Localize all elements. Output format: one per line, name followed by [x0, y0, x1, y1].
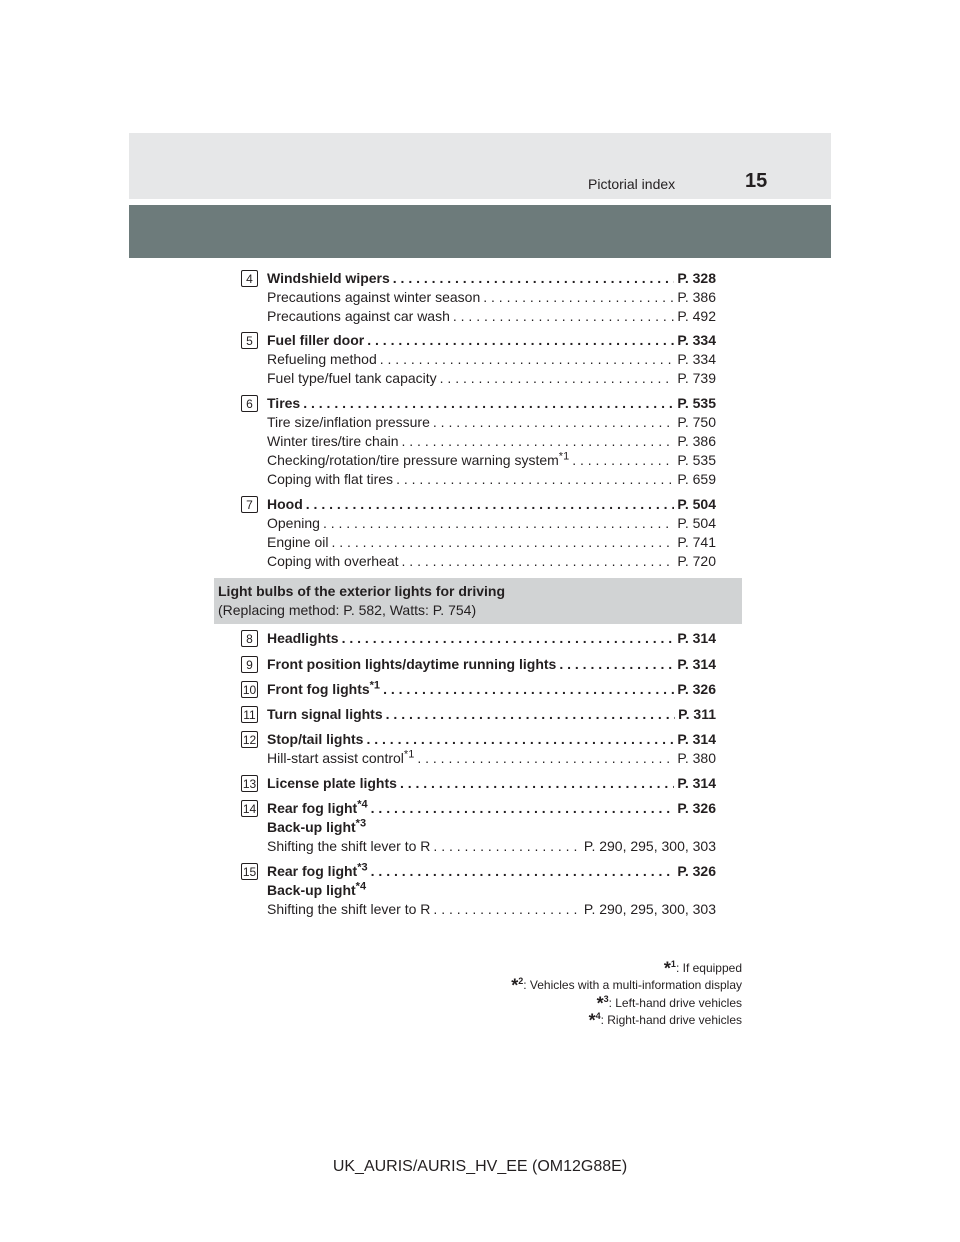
- subentry-label: Winter tires/tire chain: [267, 433, 399, 449]
- subentry-page: P. 750: [677, 414, 716, 430]
- entry-title: Rear fog light$^{*4}$: [267, 798, 368, 816]
- subentry-page: P. 290, 295, 300, 303: [583, 901, 716, 917]
- entry-page: P. 326: [677, 681, 716, 697]
- footnote: *$^3$: Left-hand drive vehicles: [596, 992, 742, 1013]
- subentry-label: Shifting the shift lever to R: [267, 838, 431, 854]
- footnote-marker: *3: [355, 817, 367, 830]
- index-entry-front-position-lights[interactable]: [267, 656, 716, 675]
- subentry-label: Shifting the shift lever to R: [267, 901, 431, 917]
- subentry-label: Checking/rotation/tire pressure warning system$^{*1}$: [267, 450, 570, 468]
- entry-title: Hood: [267, 496, 303, 512]
- index-entry-rear-fog-light[interactable]: [267, 863, 716, 882]
- subentry-label: Precautions against winter season: [267, 289, 481, 305]
- subentry-page: P. 492: [677, 308, 716, 324]
- subentry-label: Hill-start assist control$^{*1}$: [267, 748, 415, 766]
- subentry-page: P. 720: [677, 553, 716, 569]
- entry-page: P. 314: [677, 656, 716, 672]
- subentry-page: P. 535: [677, 452, 716, 468]
- item-number-badge: 15: [242, 865, 257, 879]
- subentry-label: Tire size/inflation pressure: [267, 414, 430, 430]
- footnote-marker: *1: [558, 450, 570, 463]
- entry-page: P. 314: [677, 630, 716, 646]
- entry-title: Stop/tail lights: [267, 731, 364, 747]
- subentry-label: Opening: [267, 515, 320, 531]
- subentry-page: P. 290, 295, 300, 303: [583, 838, 716, 854]
- info-box-title: Light bulbs of the exterior lights for driving: [218, 583, 505, 599]
- entry-page: P. 328: [677, 270, 716, 286]
- footnote-marker: *4: [355, 880, 367, 893]
- subentry-label: Coping with overheat: [267, 553, 399, 569]
- item-number-badge: 14: [242, 802, 257, 816]
- entry-title: Back-up light: [267, 819, 356, 835]
- entry-page: P. 535: [677, 395, 716, 411]
- entry-page: P. 326: [677, 863, 716, 879]
- footnote: *$^4$: Right-hand drive vehicles: [588, 1010, 742, 1031]
- subentry-page: P. 386: [677, 289, 716, 305]
- footnote-marker: *1: [403, 748, 415, 761]
- subentry-page: P. 659: [677, 471, 716, 487]
- entry-page: P. 311: [678, 706, 716, 722]
- index-entry-headlights[interactable]: [267, 630, 716, 649]
- footnote-marker: *1: [369, 679, 381, 692]
- entry-title: Rear fog light$^{*3}$: [267, 861, 368, 879]
- entry-title: Front position lights/daytime running lights: [267, 656, 557, 672]
- subentry-page: P. 386: [677, 433, 716, 449]
- entry-page: P. 334: [677, 332, 716, 348]
- footnotes: [511, 960, 742, 1029]
- index-subentry[interactable]: [267, 515, 716, 534]
- info-box-subtitle: (Replacing method: P. 582, Watts: P. 754): [218, 602, 477, 618]
- document-id-footer: UK_AURIS/AURIS_HV_EE (OM12G88E): [332, 1158, 628, 1175]
- subentry-page: P. 380: [677, 750, 716, 766]
- index-entry-tires[interactable]: [267, 395, 716, 414]
- item-number-badge: 5: [241, 332, 258, 349]
- index-subentry[interactable]: [267, 553, 716, 572]
- footnote: *$^1$: If equipped: [663, 958, 742, 979]
- item-number-badge: 7: [241, 496, 258, 513]
- entry-title: Headlights: [267, 630, 339, 646]
- index-entry-front-fog-lights[interactable]: [267, 681, 716, 700]
- footnote-marker: *4: [357, 798, 368, 811]
- item-number-badge: 11: [241, 706, 258, 723]
- footnote: *$^2$: Vehicles with a multi-information display: [511, 975, 742, 996]
- index-subentry[interactable]: [267, 370, 716, 389]
- index-subentry[interactable]: [267, 534, 716, 553]
- index-entry-stop-tail-lights[interactable]: [267, 731, 716, 750]
- index-entry-rear-fog-light[interactable]: [267, 800, 716, 819]
- subentry-label: Refueling method: [267, 351, 377, 367]
- entry-page: P. 314: [677, 731, 716, 747]
- index-entry-turn-signal-lights[interactable]: [267, 706, 716, 725]
- index-subentry[interactable]: [267, 471, 716, 490]
- index-subentry[interactable]: [267, 289, 716, 308]
- item-number-badge: 8: [241, 630, 258, 647]
- subentry-page: P. 504: [677, 515, 716, 531]
- footnote-marker: *3: [357, 861, 368, 874]
- item-number-badge: 13: [242, 777, 257, 791]
- entry-title: Back-up light: [267, 882, 356, 898]
- entry-title: License plate lights: [267, 775, 397, 791]
- entry-title: Fuel filler door: [267, 332, 365, 348]
- entry-page: P. 326: [677, 800, 716, 816]
- subentry-page: P. 741: [677, 534, 716, 550]
- subentry-label: Coping with flat tires: [267, 471, 394, 487]
- subentry-page: P. 739: [677, 370, 716, 386]
- subentry-label: Fuel type/fuel tank capacity: [267, 370, 437, 386]
- item-number-badge: 12: [242, 733, 257, 747]
- header-band-light: [129, 133, 831, 199]
- header-band-dark: [129, 205, 831, 258]
- entry-title: Turn signal lights: [267, 706, 383, 722]
- subentry-page: P. 334: [677, 351, 716, 367]
- section-title: Pictorial index: [588, 176, 676, 192]
- item-number-badge: 6: [241, 395, 258, 412]
- index-entry-hood[interactable]: [267, 496, 716, 515]
- index-subentry[interactable]: [267, 433, 716, 452]
- index-entry-fuel-filler-door[interactable]: [267, 332, 716, 351]
- index-subentry[interactable]: [267, 414, 716, 433]
- index-entry-back-up-light[interactable]: [267, 882, 716, 901]
- index-entry-license-plate-lights[interactable]: [267, 775, 716, 794]
- index-subentry[interactable]: [267, 452, 716, 471]
- subentry-label: Precautions against car wash: [267, 308, 450, 324]
- index-entry-back-up-light[interactable]: [267, 819, 716, 838]
- index-subentry[interactable]: [267, 351, 716, 370]
- item-number-badge: 4: [241, 270, 258, 287]
- index-subentry[interactable]: [267, 838, 716, 857]
- entry-title: Windshield wipers: [267, 270, 390, 286]
- index-entry-windshield-wipers[interactable]: [267, 270, 716, 289]
- entry-page: P. 314: [677, 775, 716, 791]
- page-number: 15: [745, 170, 768, 192]
- entry-title: Tires: [267, 395, 301, 411]
- subentry-label: Engine oil: [267, 534, 329, 550]
- index-subentry[interactable]: [267, 750, 716, 769]
- entry-page: P. 504: [677, 496, 716, 512]
- item-number-badge: 10: [242, 683, 257, 697]
- entry-title: Front fog lights$^{*1}$: [267, 679, 381, 697]
- index-subentry[interactable]: [267, 901, 716, 920]
- index-subentry[interactable]: [267, 308, 716, 327]
- item-number-badge: 9: [241, 656, 258, 673]
